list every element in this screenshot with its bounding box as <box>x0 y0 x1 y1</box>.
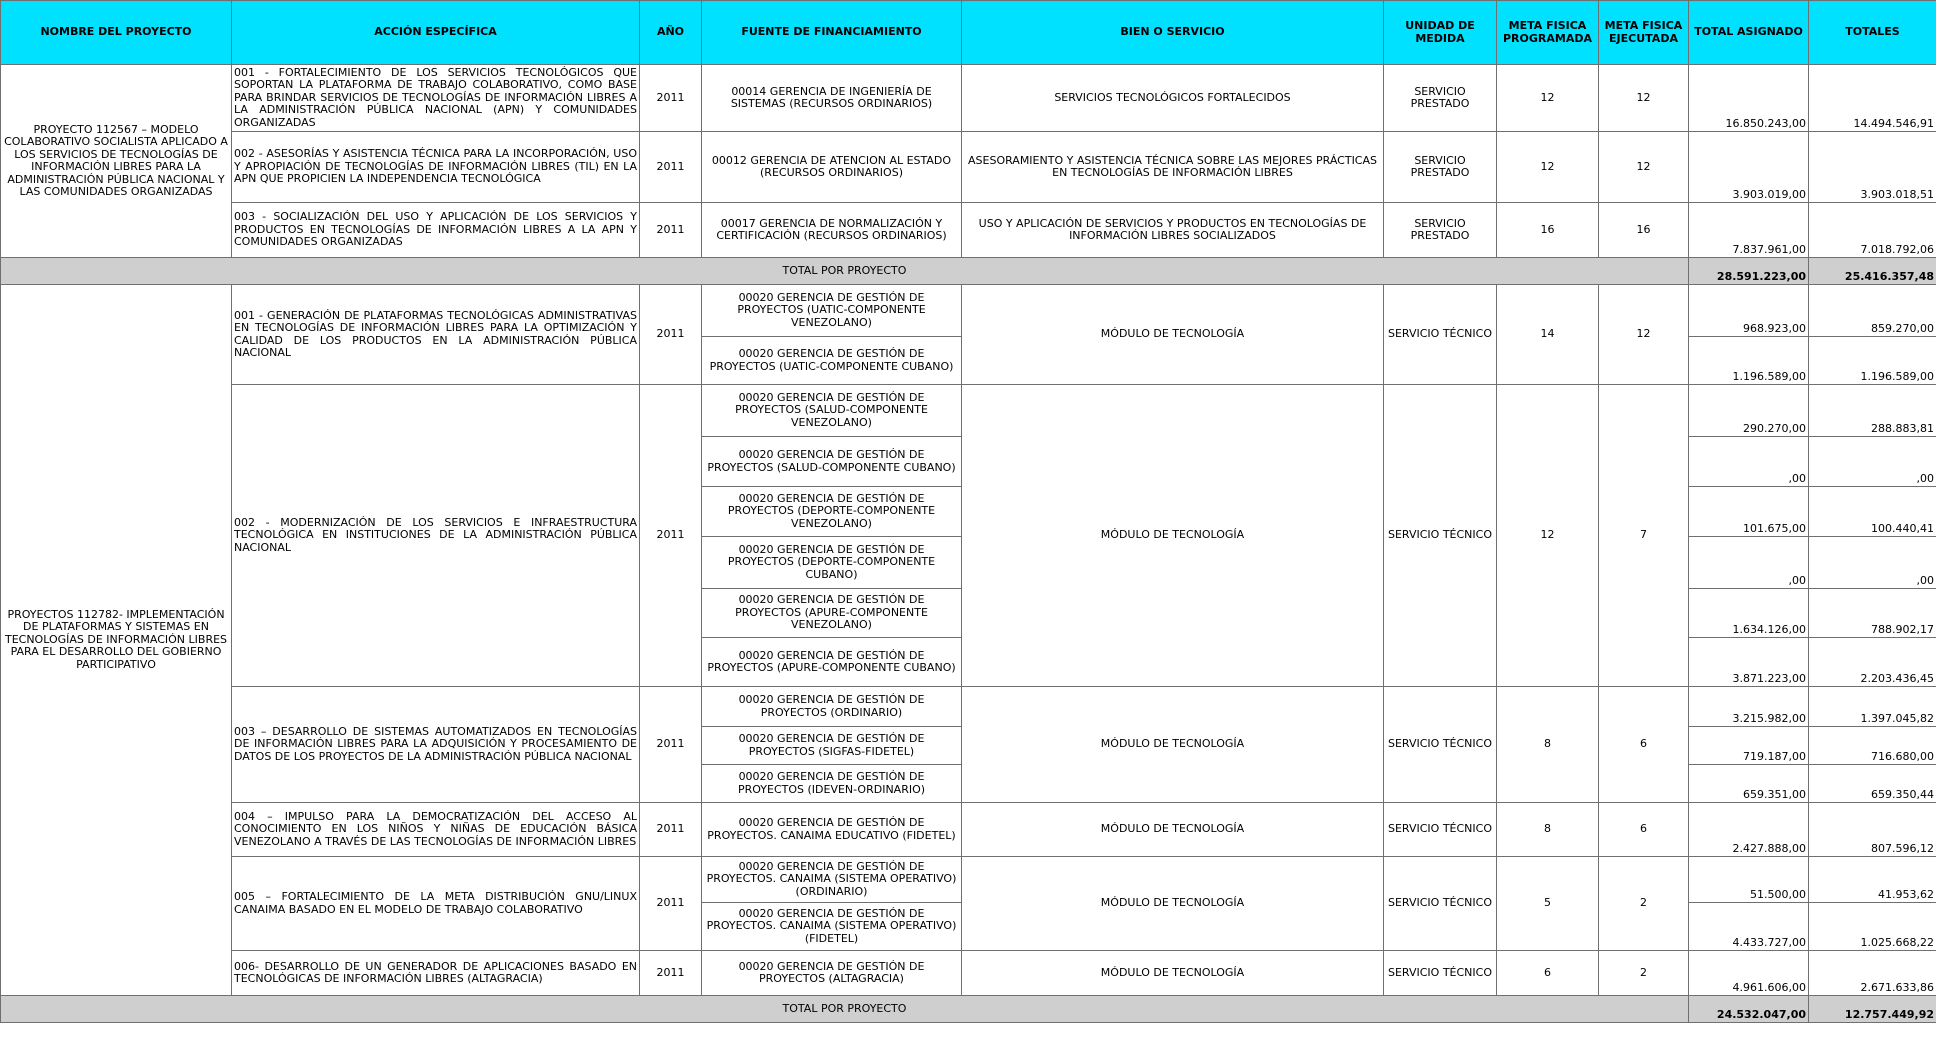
unidad-medida: SERVICIO TÉCNICO <box>1384 285 1497 385</box>
unidad-medida: SERVICIO TÉCNICO <box>1384 803 1497 857</box>
accion-especifica: 002 - MODERNIZACIÓN DE LOS SERVICIOS E INFRAESTRUCTURA TECNOLÓGICA EN INSTITUCIONES DE LA ADMINISTRACIÓN PÚBLICA NACIONAL <box>232 385 640 687</box>
column-header: UNIDAD DE MEDIDA <box>1384 1 1497 65</box>
table-row <box>1 65 1936 132</box>
fuente-financiamiento: 00020 GERENCIA DE GESTIÓN DE PROYECTOS (ORDINARIO) <box>702 687 962 727</box>
anio: 2011 <box>640 203 702 258</box>
anio: 2011 <box>640 857 702 951</box>
fuente-financiamiento: 00020 GERENCIA DE GESTIÓN DE PROYECTOS (APURE-COMPONENTE VENEZOLANO) <box>702 589 962 638</box>
fuente-financiamiento: 00020 GERENCIA DE GESTIÓN DE PROYECTOS (IDEVEN-ORDINARIO) <box>702 765 962 803</box>
total-asignado: 7.837.961,00 <box>1689 203 1809 258</box>
accion-especifica: 001 - GENERACIÓN DE PLATAFORMAS TECNOLÓGICAS ADMINISTRATIVAS EN TECNOLOGÍAS DE INFORMACIÓN LIBRES PARA LA OPTIMIZACIÓN Y CALIDAD DE LOS PRODUCTOS EN LA ADMINISTRACIÓN PÚBLICA NACIONAL <box>232 285 640 385</box>
totales: 1.025.668,22 <box>1809 903 1936 951</box>
fuente-financiamiento: 00020 GERENCIA DE GESTIÓN DE PROYECTOS. CANAIMA (SISTEMA OPERATIVO) (FIDETEL) <box>702 903 962 951</box>
table-row <box>1 385 1936 437</box>
bien-servicio: MÓDULO DE TECNOLOGÍA <box>962 285 1384 385</box>
totales: ,00 <box>1809 437 1936 487</box>
total-asignado: 719.187,00 <box>1689 727 1809 765</box>
table-row <box>1 285 1936 337</box>
total-asignado: 51.500,00 <box>1689 857 1809 903</box>
meta-ejecutada: 12 <box>1599 285 1689 385</box>
totales: 7.018.792,06 <box>1809 203 1936 258</box>
fuente-financiamiento: 00020 GERENCIA DE GESTIÓN DE PROYECTOS. CANAIMA EDUCATIVO (FIDETEL) <box>702 803 962 857</box>
meta-ejecutada: 12 <box>1599 65 1689 132</box>
accion-especifica: 002 - ASESORÍAS Y ASISTENCIA TÉCNICA PARA LA INCORPORACIÓN, USO Y APROPIACIÓN DE TECNOLOGÍAS DE INFORMACIÓN LIBRES (TIL) EN LA APN QUE PROPICIEN LA INDEPENDENCIA TECNOLÓGICA <box>232 132 640 203</box>
column-header: AÑO <box>640 1 702 65</box>
column-header: META FISICA EJECUTADA <box>1599 1 1689 65</box>
total-asignado: 659.351,00 <box>1689 765 1809 803</box>
total-asignado: 4.961.606,00 <box>1689 951 1809 996</box>
meta-programada: 5 <box>1497 857 1599 951</box>
meta-programada: 8 <box>1497 803 1599 857</box>
total-asignado: 290.270,00 <box>1689 385 1809 437</box>
accion-especifica: 004 – IMPULSO PARA LA DEMOCRATIZACIÓN DEL ACCESO AL CONOCIMIENTO EN LOS NIÑOS Y NIÑAS DE EDUCACIÓN BÁSICA VENEZOLANO A TRAVÉS DE LAS TECNOLOGÍAS DE INFORMACIÓN LIBRES <box>232 803 640 857</box>
anio: 2011 <box>640 687 702 803</box>
unidad-medida: SERVICIO TÉCNICO <box>1384 385 1497 687</box>
column-header: META FISICA PROGRAMADA <box>1497 1 1599 65</box>
fuente-financiamiento: 00020 GERENCIA DE GESTIÓN DE PROYECTOS (SALUD-COMPONENTE CUBANO) <box>702 437 962 487</box>
total-label: TOTAL POR PROYECTO <box>1 258 1689 285</box>
accion-especifica: 003 - SOCIALIZACIÓN DEL USO Y APLICACIÓN DE LOS SERVICIOS Y PRODUCTOS EN TECNOLOGÍAS DE INFORMACIÓN LIBRES A LA APN Y COMUNIDADES ORGANIZADAS <box>232 203 640 258</box>
total-asignado: 2.427.888,00 <box>1689 803 1809 857</box>
unidad-medida: SERVICIO TÉCNICO <box>1384 687 1497 803</box>
totales: 3.903.018,51 <box>1809 132 1936 203</box>
fuente-financiamiento: 00020 GERENCIA DE GESTIÓN DE PROYECTOS (DEPORTE-COMPONENTE VENEZOLANO) <box>702 487 962 537</box>
total-asignado: 3.903.019,00 <box>1689 132 1809 203</box>
bien-servicio: ASESORAMIENTO Y ASISTENCIA TÉCNICA SOBRE LAS MEJORES PRÁCTICAS EN TECNOLOGÍAS DE INFORMACIÓN LIBRES <box>962 132 1384 203</box>
column-header: NOMBRE DEL PROYECTO <box>1 1 232 65</box>
total-asignado: 968.923,00 <box>1689 285 1809 337</box>
column-header: BIEN O SERVICIO <box>962 1 1384 65</box>
anio: 2011 <box>640 65 702 132</box>
fuente-financiamiento: 00020 GERENCIA DE GESTIÓN DE PROYECTOS (ALTAGRACIA) <box>702 951 962 996</box>
anio: 2011 <box>640 132 702 203</box>
table-body <box>1 1 1936 1023</box>
bien-servicio: SERVICIOS TECNOLÓGICOS FORTALECIDOS <box>962 65 1384 132</box>
table-row <box>1 203 1936 258</box>
header-row <box>1 1 1936 65</box>
table-row <box>1 132 1936 203</box>
project-name: PROYECTO 112567 – MODELO COLABORATIVO SOCIALISTA APLICADO A LOS SERVICIOS DE TECNOLOGÍAS DE INFORMACIÓN LIBRES PARA LA ADMINISTRACIÓN PÚBLICA NACIONAL Y LAS COMUNIDADES ORGANIZADAS <box>1 65 232 258</box>
anio: 2011 <box>640 951 702 996</box>
table-row <box>1 951 1936 996</box>
meta-programada: 8 <box>1497 687 1599 803</box>
total-asignado: ,00 <box>1689 537 1809 589</box>
total-asignado: 1.634.126,00 <box>1689 589 1809 638</box>
fuente-financiamiento: 00020 GERENCIA DE GESTIÓN DE PROYECTOS (APURE-COMPONENTE CUBANO) <box>702 638 962 687</box>
fuente-financiamiento: 00020 GERENCIA DE GESTIÓN DE PROYECTOS (UATIC-COMPONENTE VENEZOLANO) <box>702 285 962 337</box>
unidad-medida: SERVICIO TÉCNICO <box>1384 951 1497 996</box>
fuente-financiamiento: 00017 GERENCIA DE NORMALIZACIÓN Y CERTIFICACIÓN (RECURSOS ORDINARIOS) <box>702 203 962 258</box>
bien-servicio: MÓDULO DE TECNOLOGÍA <box>962 803 1384 857</box>
meta-ejecutada: 6 <box>1599 803 1689 857</box>
fuente-financiamiento: 00014 GERENCIA DE INGENIERÍA DE SISTEMAS (RECURSOS ORDINARIOS) <box>702 65 962 132</box>
totales: 2.671.633,86 <box>1809 951 1936 996</box>
anio: 2011 <box>640 385 702 687</box>
meta-programada: 16 <box>1497 203 1599 258</box>
totales: 2.203.436,45 <box>1809 638 1936 687</box>
meta-ejecutada: 2 <box>1599 857 1689 951</box>
meta-programada: 12 <box>1497 132 1599 203</box>
totales: 100.440,41 <box>1809 487 1936 537</box>
total-asignado: 1.196.589,00 <box>1689 337 1809 385</box>
totales: ,00 <box>1809 537 1936 589</box>
unidad-medida: SERVICIO PRESTADO <box>1384 203 1497 258</box>
bien-servicio: MÓDULO DE TECNOLOGÍA <box>962 385 1384 687</box>
unidad-medida: SERVICIO TÉCNICO <box>1384 857 1497 951</box>
project-total-row <box>1 996 1936 1023</box>
meta-ejecutada: 16 <box>1599 203 1689 258</box>
totales: 25.416.357,48 <box>1809 258 1936 285</box>
table-row <box>1 687 1936 727</box>
anio: 2011 <box>640 803 702 857</box>
unidad-medida: SERVICIO PRESTADO <box>1384 132 1497 203</box>
total-asignado: 3.215.982,00 <box>1689 687 1809 727</box>
bien-servicio: USO Y APLICACIÓN DE SERVICIOS Y PRODUCTOS EN TECNOLOGÍAS DE INFORMACIÓN LIBRES SOCIALIZADOS <box>962 203 1384 258</box>
totales: 14.494.546,91 <box>1809 65 1936 132</box>
totales: 659.350,44 <box>1809 765 1936 803</box>
table-row <box>1 803 1936 857</box>
meta-ejecutada: 6 <box>1599 687 1689 803</box>
anio: 2011 <box>640 285 702 385</box>
total-label: TOTAL POR PROYECTO <box>1 996 1689 1023</box>
fuente-financiamiento: 00020 GERENCIA DE GESTIÓN DE PROYECTOS (DEPORTE-COMPONENTE CUBANO) <box>702 537 962 589</box>
totales: 807.596,12 <box>1809 803 1936 857</box>
column-header: TOTALES <box>1809 1 1936 65</box>
totales: 716.680,00 <box>1809 727 1936 765</box>
meta-ejecutada: 7 <box>1599 385 1689 687</box>
meta-programada: 6 <box>1497 951 1599 996</box>
project-name: PROYECTOS 112782- IMPLEMENTACIÓN DE PLATAFORMAS Y SISTEMAS EN TECNOLOGÍAS DE INFORMACIÓN LIBRES PARA EL DESARROLLO DEL GOBIERNO PARTICIPATIVO <box>1 285 232 996</box>
fuente-financiamiento: 00020 GERENCIA DE GESTIÓN DE PROYECTOS (UATIC-COMPONENTE CUBANO) <box>702 337 962 385</box>
fuente-financiamiento: 00020 GERENCIA DE GESTIÓN DE PROYECTOS (SALUD-COMPONENTE VENEZOLANO) <box>702 385 962 437</box>
accion-especifica: 001 - FORTALECIMIENTO DE LOS SERVICIOS TECNOLÓGICOS QUE SOPORTAN LA PLATAFORMA DE TRABAJO COLABORATIVO, COMO BASE PARA BRINDAR SERVICIOS DE TECNOLOGÍAS DE INFORMACIÓN LIBRES A LA ADMINISTRACIÓN PÚBLICA NACIONAL (APN) Y COMUNIDADES ORGANIZADAS <box>232 65 640 132</box>
accion-especifica: 003 – DESARROLLO DE SISTEMAS AUTOMATIZADOS EN TECNOLOGÍAS DE INFORMACIÓN LIBRES PARA LA ADQUISICIÓN Y PROCESAMIENTO DE DATOS DE LOS PROYECTOS DE LA ADMINISTRACIÓN PÚBLICA NACIONAL <box>232 687 640 803</box>
total-asignado: ,00 <box>1689 437 1809 487</box>
table-row <box>1 857 1936 903</box>
totales: 788.902,17 <box>1809 589 1936 638</box>
meta-programada: 12 <box>1497 385 1599 687</box>
project-total-row <box>1 258 1936 285</box>
column-header: FUENTE DE FINANCIAMIENTO <box>702 1 962 65</box>
total-asignado: 101.675,00 <box>1689 487 1809 537</box>
unidad-medida: SERVICIO PRESTADO <box>1384 65 1497 132</box>
accion-especifica: 006- DESARROLLO DE UN GENERADOR DE APLICACIONES BASADO EN TECNOLÓGICAS DE INFORMACIÓN LIBRES (ALTAGRACIA) <box>232 951 640 996</box>
meta-ejecutada: 2 <box>1599 951 1689 996</box>
meta-ejecutada: 12 <box>1599 132 1689 203</box>
column-header: TOTAL ASIGNADO <box>1689 1 1809 65</box>
total-asignado: 3.871.223,00 <box>1689 638 1809 687</box>
column-header: ACCIÓN ESPECÍFICA <box>232 1 640 65</box>
fuente-financiamiento: 00012 GERENCIA DE ATENCION AL ESTADO (RECURSOS ORDINARIOS) <box>702 132 962 203</box>
total-asignado: 28.591.223,00 <box>1689 258 1809 285</box>
fuente-financiamiento: 00020 GERENCIA DE GESTIÓN DE PROYECTOS. CANAIMA (SISTEMA OPERATIVO) (ORDINARIO) <box>702 857 962 903</box>
total-asignado: 4.433.727,00 <box>1689 903 1809 951</box>
totales: 1.397.045,82 <box>1809 687 1936 727</box>
accion-especifica: 005 – FORTALECIMIENTO DE LA META DISTRIBUCIÓN GNU/LINUX CANAIMA BASADO EN EL MODELO DE TRABAJO COLABORATIVO <box>232 857 640 951</box>
total-asignado: 24.532.047,00 <box>1689 996 1809 1023</box>
meta-programada: 14 <box>1497 285 1599 385</box>
totales: 288.883,81 <box>1809 385 1936 437</box>
bien-servicio: MÓDULO DE TECNOLOGÍA <box>962 951 1384 996</box>
meta-programada: 12 <box>1497 65 1599 132</box>
totales: 859.270,00 <box>1809 285 1936 337</box>
fuente-financiamiento: 00020 GERENCIA DE GESTIÓN DE PROYECTOS (SIGFAS-FIDETEL) <box>702 727 962 765</box>
totales: 41.953,62 <box>1809 857 1936 903</box>
totales: 12.757.449,92 <box>1809 996 1936 1023</box>
totales: 1.196.589,00 <box>1809 337 1936 385</box>
bien-servicio: MÓDULO DE TECNOLOGÍA <box>962 687 1384 803</box>
bien-servicio: MÓDULO DE TECNOLOGÍA <box>962 857 1384 951</box>
total-asignado: 16.850.243,00 <box>1689 65 1809 132</box>
